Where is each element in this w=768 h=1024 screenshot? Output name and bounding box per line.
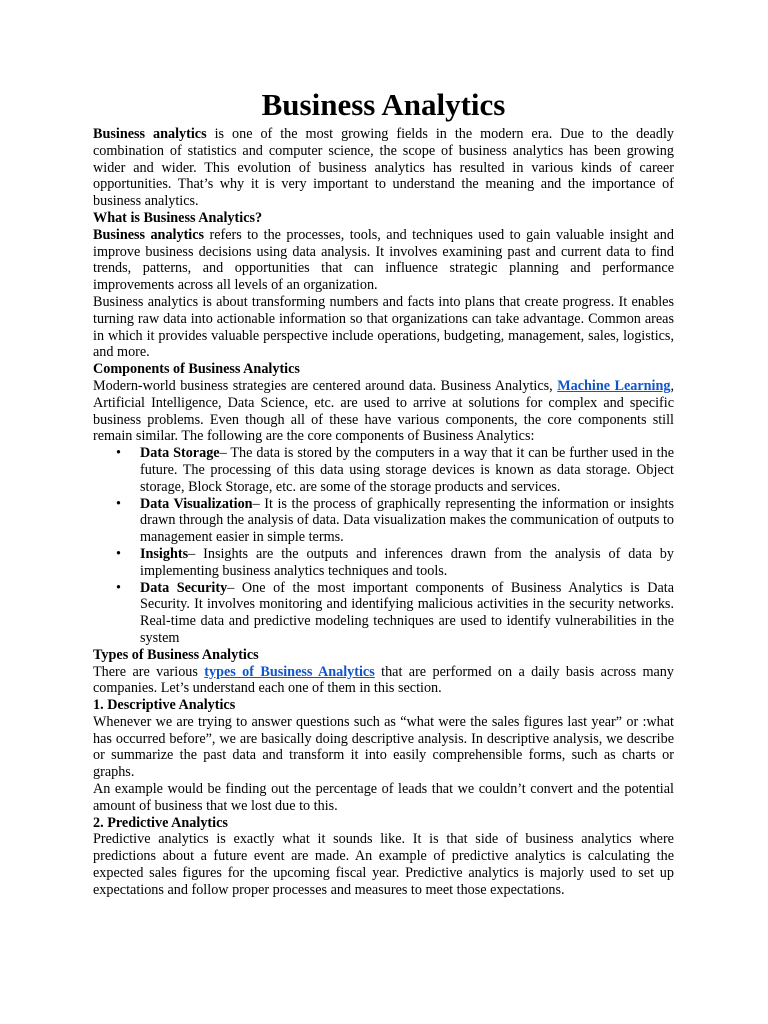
what-is-text-1: refers to the processes, tools, and techniques used to gain valuable insight and improve business decisions using data analysis. It involves examining past and current data to find trends, patterns, and opportunities that can influence strategic planning and performance improvements across all levels of an organization. (93, 226, 674, 294)
types-intro-before: There are various (93, 663, 205, 680)
components-intro-paragraph (93, 378, 674, 445)
descriptive-paragraph-1: Whenever we are trying to answer questions such as “what were the sales figures last year” or :what has occurred before”, we are basically doing descriptive analysis. In descriptive analysis, we describe or summarize the past data and transform it into easily comprehensible forms, such as charts or graphs. (93, 713, 674, 781)
section-heading-types: Types of Business Analytics (93, 646, 259, 663)
bullet-icon: • (116, 579, 121, 596)
what-is-bold-lead: Business analytics (93, 226, 205, 243)
section-heading-what-is: What is Business Analytics? (93, 209, 263, 226)
document-page (93, 86, 674, 899)
predictive-paragraph-1: Predictive analytics is exactly what it sounds like. It is that side of business analytics where predictions about a future event are made. An example of predictive analytics is calculating the expected sales figures for the upcoming fiscal year. Predictive analytics is majorly used to set up expectations and follow proper processes and measures to meet those expectations. (93, 831, 674, 898)
section-heading-components: Components of Business Analytics (93, 361, 300, 378)
list-item-data-storage (116, 445, 674, 495)
what-is-paragraph-1 (93, 227, 674, 294)
list-item-desc: – It is the process of graphically representing the information or insights drawn through the analysis of data. Data visualization makes the communication of outputs to management easier in simple terms. (140, 495, 675, 546)
components-list (93, 445, 674, 647)
list-item-term: Data Security (140, 579, 228, 596)
types-intro-paragraph (93, 664, 674, 698)
intro-bold-lead: Business analytics (93, 126, 207, 142)
list-item-insights (116, 545, 674, 580)
list-item-data-visualization (116, 495, 675, 546)
what-is-paragraph-2: Business analytics is about transforming numbers and facts into plans that create progress. It enables turning raw data into actionable information so that organizations can take advantage. Common areas in which it provides valuable perspective include operations, budgeting, management, sales, logistics, and more. (93, 293, 674, 361)
page-title: Business Analytics (261, 87, 506, 122)
list-item-desc: – Insights are the outputs and inferences drawn from the analysis of data by implementing business analytics techniques and tools. (140, 545, 674, 579)
list-item-data-security (116, 579, 674, 647)
descriptive-paragraph-2: An example would be finding out the percentage of leads that we couldn’t convert and the potential amount of business that we lost due to this. (93, 781, 674, 814)
intro-paragraph (93, 126, 674, 210)
machine-learning-link[interactable]: Machine Learning (557, 377, 671, 394)
bullet-icon: • (116, 545, 121, 562)
intro-text: is one of the most growing fields in the modern era. Due to the deadly combination of statistics and computer science, the scope of business analytics has been growing wider and wider. This evolution of business analytics has resulted in various kinds of career opportunities. That’s why it is very important to understand the meaning and the importance of business analytics. (93, 126, 674, 210)
list-item-term: Data Visualization (140, 495, 253, 512)
bullet-icon: • (116, 495, 121, 512)
list-item-term: Data Storage (140, 445, 220, 462)
types-intro-after: that are performed on a daily basis across many companies. Let’s understand each one of them in this section. (93, 663, 674, 697)
section-heading-descriptive: 1. Descriptive Analytics (93, 697, 236, 714)
components-intro-after: , Artificial Intelligence, Data Science, etc. are used to arrive at solutions for complex and specific business problems. Even though all of these have various components, the core components still remain similar. The following are the core components of Business Analytics: (93, 377, 674, 445)
section-heading-predictive: 2. Predictive Analytics (93, 814, 228, 831)
types-of-business-analytics-link[interactable]: types of Business Analytics (204, 663, 375, 680)
bullet-icon: • (116, 445, 121, 462)
list-item-term: Insights (140, 545, 189, 562)
components-intro-before: Modern-world business strategies are centered around data. Business Analytics, (93, 377, 558, 394)
list-item-desc: – One of the most important components of Business Analytics is Data Security. It involves monitoring and identifying malicious activities in the security networks. Real-time data and predictive modeling techniques are used to identify vulnerabilities in the system (140, 579, 674, 646)
list-item-desc: – The data is stored by the computers in a way that it can be further used in the future. The processing of this data using storage devices is known as data storage. Object storage, Block Storage, etc. are some of the storage products and services. (140, 445, 674, 495)
